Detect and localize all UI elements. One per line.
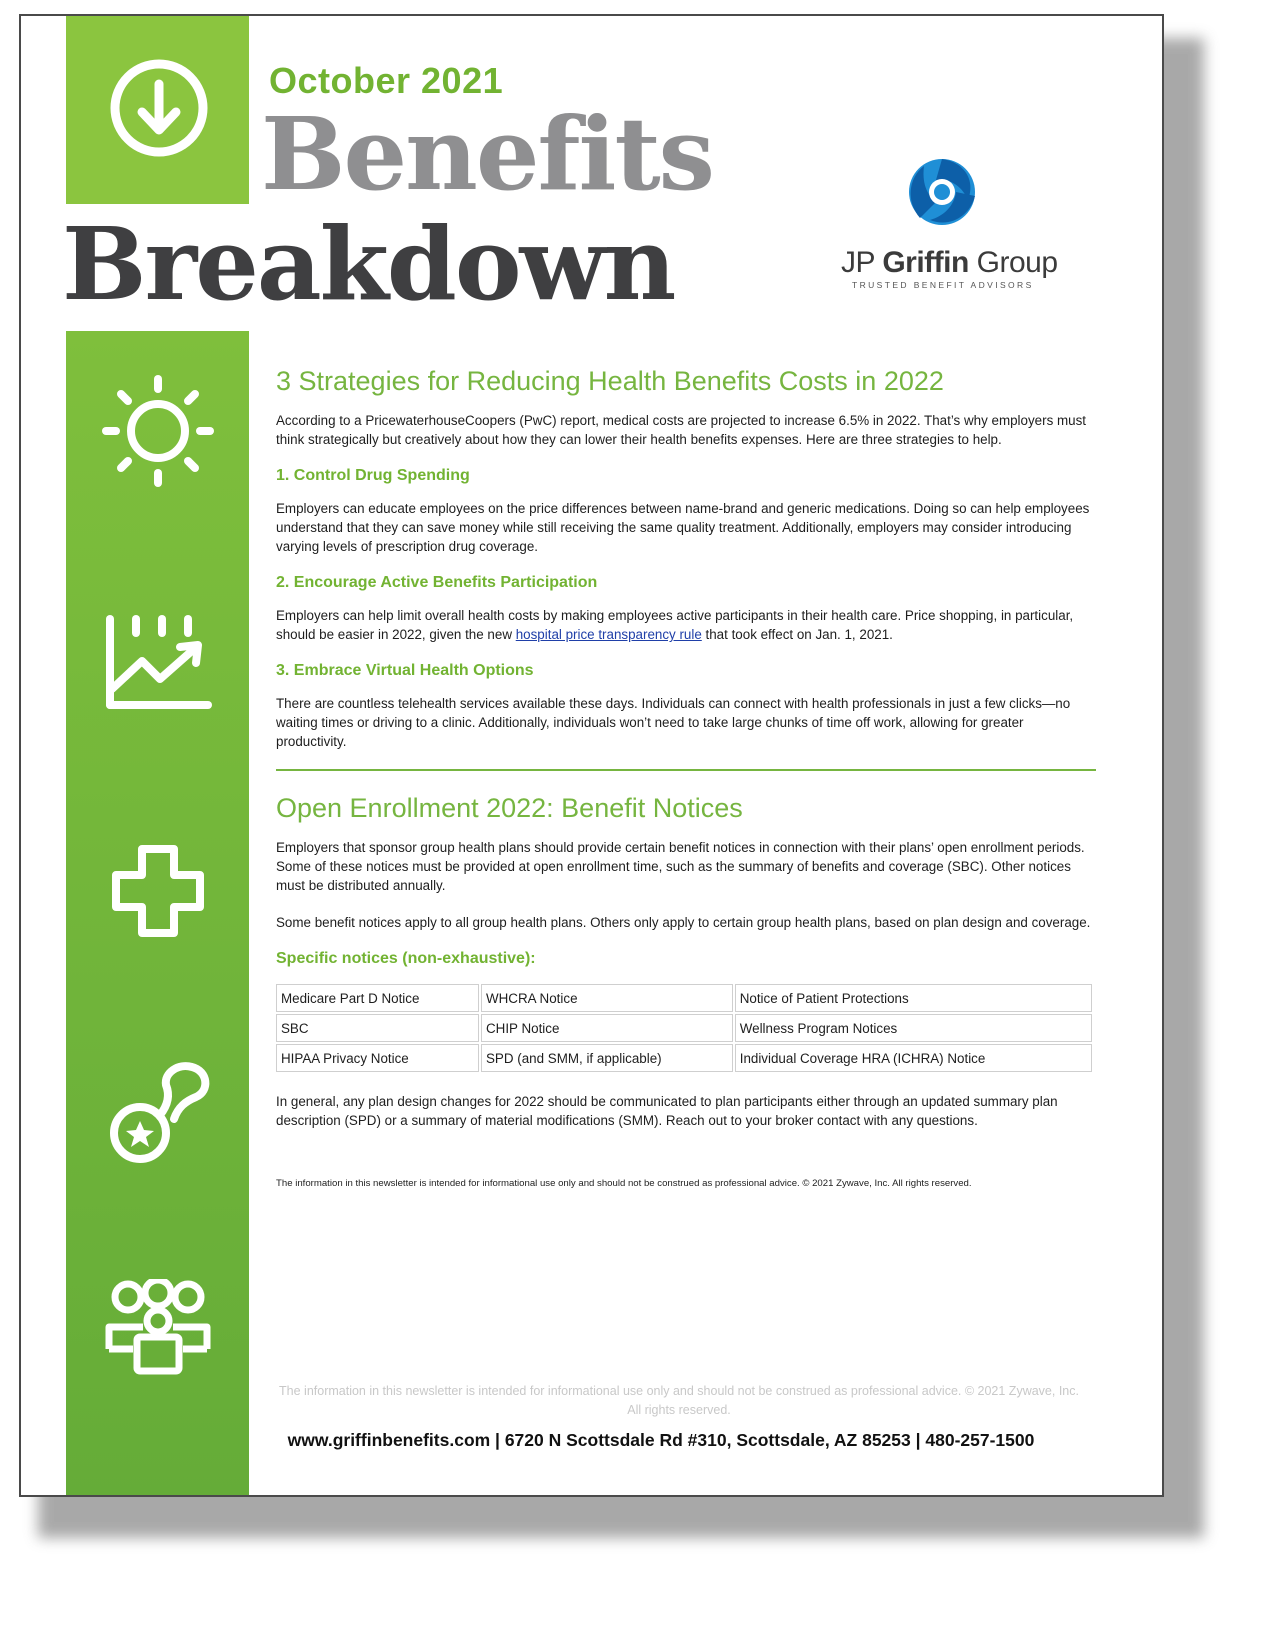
table-row <box>276 1014 1092 1042</box>
article2-title: Open Enrollment 2022: Benefit Notices <box>276 793 743 823</box>
article2-paragraph2: Some benefit notices apply to all group health plans. Others only apply to certain group health plans, based on plan design and coverage. <box>276 915 1091 930</box>
article2-paragraph1: Employers that sponsor group health plans should provide certain benefit notices in connection with their plans’ open enrollment periods. Some of these notices must be provided at open enrollment time, such as the summary of benefits and coverage (SBC). Other notices must be distributed annually. <box>276 840 1085 893</box>
article1-title: 3 Strategies for Reducing Health Benefits Costs in 2022 <box>276 366 944 396</box>
table-cell: SPD (and SMM, if applicable) <box>481 1044 733 1072</box>
strategy2-heading: 2. Encourage Active Benefits Participation <box>276 574 598 591</box>
table-cell: WHCRA Notice <box>481 984 733 1012</box>
table-row <box>276 984 1092 1012</box>
swirl-logo-icon <box>906 156 978 233</box>
table-cell: Wellness Program Notices <box>735 1014 1092 1042</box>
title-benefits: Benefits <box>261 95 713 213</box>
strategy3-heading: 3. Embrace Virtual Health Options <box>276 662 534 679</box>
main-content <box>276 366 1096 1191</box>
disclaimer-text: The information in this newsletter is intended for informational use only and should not be construed as professional advice. © 2021 Zywave, Inc. All rights reserved. <box>276 1178 972 1189</box>
chart-growth-icon <box>66 609 249 719</box>
title-breakdown: Breakdown <box>62 205 675 323</box>
article1-intro: According to a PricewaterhouseCoopers (PwC) report, medical costs are projected to increase 6.5% in 2022. That’s why employers must think strategically but creatively about how they can lower their health benefits expenses. Here are three strategies to help. <box>276 413 1087 447</box>
table-cell: SBC <box>276 1014 479 1042</box>
download-arrow-icon <box>109 58 209 163</box>
table-cell: Medicare Part D Notice <box>276 984 479 1012</box>
logo-wordmark: JP Griffin Group <box>841 246 1058 279</box>
strategy2-body: Employers can help limit overall health costs by making employees active participants in their health care. Price shopping, in particular, should be easier in 2022, given the new hospital price transparency rule that took effect on Jan. 1, 2021. <box>276 608 1074 642</box>
notices-table <box>274 982 1094 1074</box>
table-cell: Notice of Patient Protections <box>735 984 1092 1012</box>
newsletter-page <box>19 14 1164 1497</box>
article2-paragraph3: In general, any plan design changes for 2022 should be communicated to plan participants either through an updated summary plan description (SPD) or a summary of material modifications (SMM). Reach out to your broker contact with any questions. <box>276 1094 1058 1128</box>
table-row <box>276 1044 1092 1072</box>
footer-contact: www.griffinbenefits.com | 6720 N Scottsdale Rd #310, Scottsdale, AZ 85253 | 480-257-1500 <box>287 1430 1035 1450</box>
table-cell: HIPAA Privacy Notice <box>276 1044 479 1072</box>
notices-heading: Specific notices (non-exhaustive): <box>276 950 536 967</box>
people-group-icon <box>66 1279 249 1379</box>
section-divider <box>276 769 1096 771</box>
table-cell: CHIP Notice <box>481 1014 733 1042</box>
piggy-bank-star-icon <box>66 1051 249 1171</box>
sidebar-green-bar <box>66 331 249 1497</box>
logo-tagline: TRUSTED BENEFIT ADVISORS <box>852 280 1034 290</box>
issue-date: October 2021 <box>269 60 504 101</box>
price-transparency-link[interactable]: hospital price transparency rule <box>515 627 702 642</box>
faded-disclaimer: The information in this newsletter is intended for informational use only and should not be construed as professional advice. © 2021 Zywave, Inc. All rights reserved. <box>279 1384 1079 1417</box>
strategy3-body: There are countless telehealth services available these days. Individuals can connect with health professionals in just a few clicks—no waiting times or driving to a clinic. Additionally, individuals won’t need to take large chunks of time off work, allowing for greater productivity. <box>276 696 1071 749</box>
sun-icon <box>66 371 249 491</box>
table-cell: Individual Coverage HRA (ICHRA) Notice <box>735 1044 1092 1072</box>
strategy1-heading: 1. Control Drug Spending <box>276 467 470 484</box>
medical-cross-icon <box>66 841 249 941</box>
strategy1-body: Employers can educate employees on the price differences between name-brand and generic medications. Doing so can help employees understand that they can save money while still receiving the same quality treatment. Additionally, employers may consider introducing varying levels of prescription drug coverage. <box>276 501 1090 554</box>
